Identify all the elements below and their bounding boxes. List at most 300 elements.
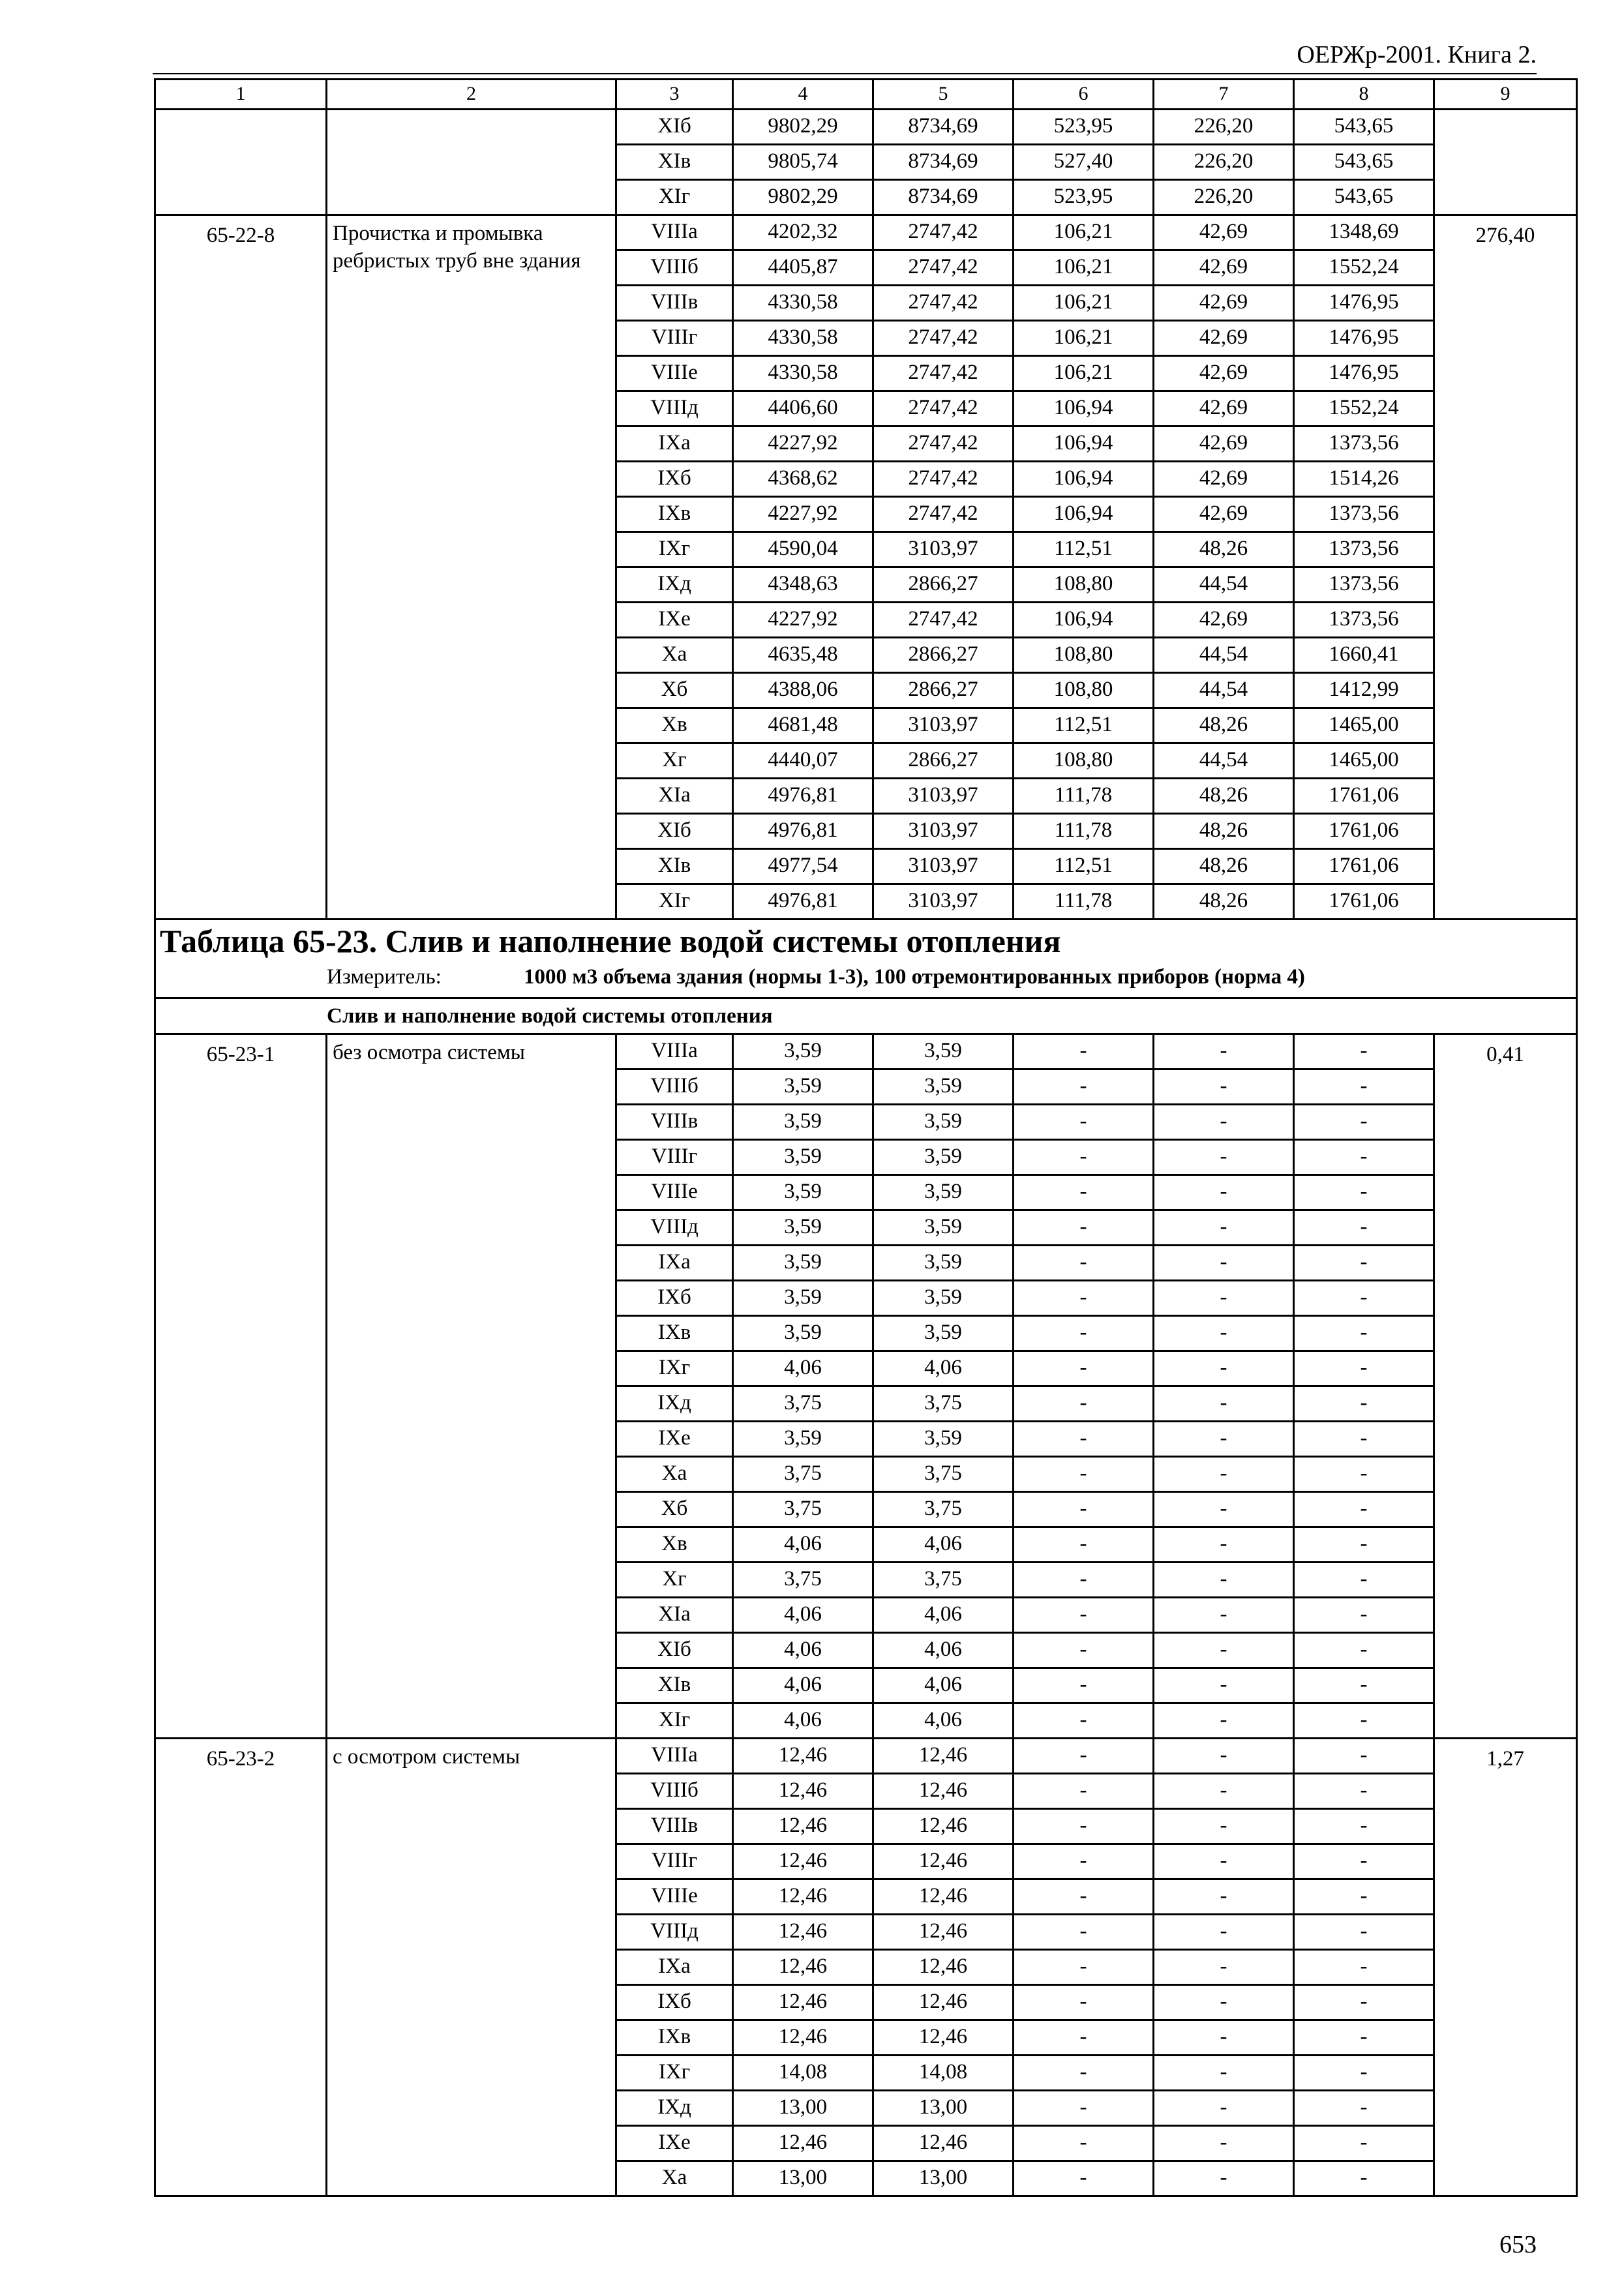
- total-cost-cell: 4,06: [733, 1703, 873, 1739]
- total-cost-cell: 12,46: [733, 1809, 873, 1844]
- machinist-wages-cell: 42,69: [1154, 356, 1294, 391]
- materials-cell: -: [1294, 1492, 1434, 1527]
- region-code-cell: VIIIг: [616, 321, 733, 356]
- total-cost-cell: 12,46: [733, 2020, 873, 2056]
- machines-cell: -: [1014, 1070, 1154, 1105]
- machines-cell: -: [1014, 1246, 1154, 1281]
- total-cost-cell: 12,46: [733, 1774, 873, 1809]
- wages-cell: 3,59: [873, 1034, 1014, 1070]
- machines-cell: 108,80: [1014, 743, 1154, 779]
- machinist-wages-cell: -: [1154, 2161, 1294, 2196]
- materials-cell: -: [1294, 1668, 1434, 1703]
- machinist-wages-cell: -: [1154, 1844, 1294, 1879]
- total-cost-cell: 4348,63: [733, 567, 873, 603]
- wages-cell: 3,59: [873, 1070, 1014, 1105]
- wages-cell: 4,06: [873, 1633, 1014, 1668]
- column-number: 6: [1014, 80, 1154, 110]
- total-cost-cell: 4330,58: [733, 356, 873, 391]
- materials-cell: -: [1294, 1915, 1434, 1950]
- machines-cell: -: [1014, 1386, 1154, 1422]
- machines-cell: -: [1014, 1316, 1154, 1351]
- materials-cell: -: [1294, 1281, 1434, 1316]
- table-row: [155, 110, 1577, 145]
- materials-cell: 543,65: [1294, 110, 1434, 145]
- total-cost-cell: 3,59: [733, 1070, 873, 1105]
- machinist-wages-cell: -: [1154, 1703, 1294, 1739]
- extra-value-cell: 1,27: [1434, 1739, 1577, 2196]
- norm-code-cell: 65-23-1: [155, 1034, 327, 1739]
- machinist-wages-cell: -: [1154, 1633, 1294, 1668]
- materials-cell: -: [1294, 1633, 1434, 1668]
- column-number: 9: [1434, 80, 1577, 110]
- machinist-wages-cell: 226,20: [1154, 110, 1294, 145]
- materials-cell: -: [1294, 1809, 1434, 1844]
- machines-cell: 106,21: [1014, 215, 1154, 250]
- machines-cell: 106,94: [1014, 462, 1154, 497]
- machines-cell: -: [1014, 2056, 1154, 2091]
- region-code-cell: XIг: [616, 1703, 733, 1739]
- total-cost-cell: 4976,81: [733, 779, 873, 814]
- total-cost-cell: 4440,07: [733, 743, 873, 779]
- machines-cell: 111,78: [1014, 814, 1154, 849]
- machinist-wages-cell: -: [1154, 1210, 1294, 1246]
- wages-cell: 3103,97: [873, 849, 1014, 884]
- total-cost-cell: 4330,58: [733, 286, 873, 321]
- total-cost-cell: 4,06: [733, 1668, 873, 1703]
- total-cost-cell: 3,59: [733, 1422, 873, 1457]
- materials-cell: 1552,24: [1294, 250, 1434, 286]
- machines-cell: -: [1014, 1950, 1154, 1985]
- machines-cell: -: [1014, 1351, 1154, 1386]
- materials-cell: 1476,95: [1294, 286, 1434, 321]
- region-code-cell: IXг: [616, 1351, 733, 1386]
- machines-cell: 112,51: [1014, 532, 1154, 567]
- materials-cell: 1761,06: [1294, 779, 1434, 814]
- wages-cell: 3,59: [873, 1140, 1014, 1175]
- machinist-wages-cell: -: [1154, 1246, 1294, 1281]
- materials-cell: 543,65: [1294, 145, 1434, 180]
- machines-cell: 106,94: [1014, 426, 1154, 462]
- region-code-cell: VIIIе: [616, 1175, 733, 1210]
- norm-name-cell: без осмотра системы: [327, 1034, 616, 1739]
- region-code-cell: IXе: [616, 1422, 733, 1457]
- machines-cell: 111,78: [1014, 884, 1154, 920]
- machinist-wages-cell: -: [1154, 1739, 1294, 1774]
- region-code-cell: XIг: [616, 180, 733, 215]
- machinist-wages-cell: -: [1154, 1457, 1294, 1492]
- total-cost-cell: 4590,04: [733, 532, 873, 567]
- machinist-wages-cell: 48,26: [1154, 884, 1294, 920]
- total-cost-cell: 4976,81: [733, 884, 873, 920]
- machinist-wages-cell: -: [1154, 2020, 1294, 2056]
- region-code-cell: VIIIб: [616, 1774, 733, 1809]
- materials-cell: -: [1294, 2126, 1434, 2161]
- machinist-wages-cell: 42,69: [1154, 215, 1294, 250]
- wages-cell: 2866,27: [873, 743, 1014, 779]
- machinist-wages-cell: -: [1154, 1668, 1294, 1703]
- materials-cell: -: [1294, 1703, 1434, 1739]
- region-code-cell: XIб: [616, 814, 733, 849]
- wages-cell: 4,06: [873, 1527, 1014, 1563]
- total-cost-cell: 4227,92: [733, 426, 873, 462]
- wages-cell: 12,46: [873, 1950, 1014, 1985]
- materials-cell: -: [1294, 1175, 1434, 1210]
- total-cost-cell: 4,06: [733, 1598, 873, 1633]
- wages-cell: 2866,27: [873, 673, 1014, 708]
- region-code-cell: IXд: [616, 2091, 733, 2126]
- machines-cell: -: [1014, 1879, 1154, 1915]
- wages-cell: 2866,27: [873, 638, 1014, 673]
- wages-cell: 3103,97: [873, 884, 1014, 920]
- column-number: 4: [733, 80, 873, 110]
- total-cost-cell: 4976,81: [733, 814, 873, 849]
- total-cost-cell: 3,75: [733, 1563, 873, 1598]
- norm-code-cell: [155, 110, 327, 215]
- wages-cell: 3,75: [873, 1457, 1014, 1492]
- machines-cell: 112,51: [1014, 708, 1154, 743]
- total-cost-cell: 3,59: [733, 1175, 873, 1210]
- region-code-cell: Xв: [616, 708, 733, 743]
- materials-cell: 1373,56: [1294, 532, 1434, 567]
- materials-cell: 1761,06: [1294, 849, 1434, 884]
- machines-cell: -: [1014, 1527, 1154, 1563]
- machinist-wages-cell: 48,26: [1154, 814, 1294, 849]
- machines-cell: 106,94: [1014, 391, 1154, 426]
- machinist-wages-cell: -: [1154, 1598, 1294, 1633]
- region-code-cell: Xг: [616, 1563, 733, 1598]
- materials-cell: -: [1294, 1140, 1434, 1175]
- machinist-wages-cell: 226,20: [1154, 145, 1294, 180]
- wages-cell: 3,75: [873, 1492, 1014, 1527]
- region-code-cell: IXб: [616, 462, 733, 497]
- page-header: ОЕРЖр-2001. Книга 2.: [1297, 41, 1537, 68]
- wages-cell: 3,59: [873, 1246, 1014, 1281]
- region-code-cell: IXд: [616, 1386, 733, 1422]
- machinist-wages-cell: -: [1154, 1281, 1294, 1316]
- machinist-wages-cell: 48,26: [1154, 532, 1294, 567]
- materials-cell: -: [1294, 1950, 1434, 1985]
- materials-cell: -: [1294, 1105, 1434, 1140]
- materials-cell: -: [1294, 1034, 1434, 1070]
- machines-cell: -: [1014, 1563, 1154, 1598]
- wages-cell: 3,59: [873, 1175, 1014, 1210]
- machinist-wages-cell: 42,69: [1154, 426, 1294, 462]
- region-code-cell: VIIIг: [616, 1844, 733, 1879]
- region-code-cell: IXг: [616, 532, 733, 567]
- meter-value: 1000 м3 объема здания (нормы 1-3), 100 отремонтированных приборов (норма 4): [524, 965, 1305, 989]
- machinist-wages-cell: 42,69: [1154, 250, 1294, 286]
- table-title: Таблица 65-23. Слив и наполнение водой системы отопления: [160, 923, 1061, 959]
- total-cost-cell: 3,59: [733, 1105, 873, 1140]
- machines-cell: 111,78: [1014, 779, 1154, 814]
- header-rule: [153, 73, 1537, 74]
- materials-cell: 1465,00: [1294, 708, 1434, 743]
- region-code-cell: VIIIв: [616, 286, 733, 321]
- total-cost-cell: 14,08: [733, 2056, 873, 2091]
- materials-cell: -: [1294, 1246, 1434, 1281]
- machines-cell: -: [1014, 1598, 1154, 1633]
- materials-cell: 1476,95: [1294, 356, 1434, 391]
- region-code-cell: XIа: [616, 779, 733, 814]
- machines-cell: 106,94: [1014, 497, 1154, 532]
- table-row: [155, 1034, 1577, 1070]
- machines-cell: 108,80: [1014, 567, 1154, 603]
- machines-cell: -: [1014, 1105, 1154, 1140]
- machinist-wages-cell: -: [1154, 1985, 1294, 2020]
- machinist-wages-cell: -: [1154, 1809, 1294, 1844]
- machines-cell: -: [1014, 2091, 1154, 2126]
- column-number: 7: [1154, 80, 1294, 110]
- wages-cell: 12,46: [873, 1985, 1014, 2020]
- materials-cell: 1373,56: [1294, 567, 1434, 603]
- wages-cell: 12,46: [873, 1844, 1014, 1879]
- machines-cell: -: [1014, 1915, 1154, 1950]
- machinist-wages-cell: -: [1154, 1105, 1294, 1140]
- total-cost-cell: 9802,29: [733, 180, 873, 215]
- materials-cell: -: [1294, 2056, 1434, 2091]
- region-code-cell: XIв: [616, 849, 733, 884]
- wages-cell: 3,75: [873, 1563, 1014, 1598]
- materials-cell: -: [1294, 1879, 1434, 1915]
- machines-cell: -: [1014, 1668, 1154, 1703]
- wages-cell: 3,59: [873, 1210, 1014, 1246]
- region-code-cell: IXа: [616, 1246, 733, 1281]
- materials-cell: -: [1294, 1774, 1434, 1809]
- machinist-wages-cell: -: [1154, 1070, 1294, 1105]
- machinist-wages-cell: -: [1154, 2126, 1294, 2161]
- wages-cell: 2747,42: [873, 286, 1014, 321]
- wages-cell: 2747,42: [873, 462, 1014, 497]
- region-code-cell: XIб: [616, 110, 733, 145]
- machinist-wages-cell: 44,54: [1154, 673, 1294, 708]
- wages-cell: 3103,97: [873, 532, 1014, 567]
- wages-cell: 4,06: [873, 1598, 1014, 1633]
- section-cell: [155, 998, 1577, 1034]
- machinist-wages-cell: -: [1154, 1563, 1294, 1598]
- wages-cell: 2747,42: [873, 426, 1014, 462]
- machinist-wages-cell: -: [1154, 1422, 1294, 1457]
- norm-name-cell: Прочистка и промывка ребристых труб вне здания: [327, 215, 616, 920]
- machines-cell: 106,21: [1014, 321, 1154, 356]
- materials-cell: 1476,95: [1294, 321, 1434, 356]
- materials-cell: 1373,56: [1294, 603, 1434, 638]
- region-code-cell: VIIIе: [616, 356, 733, 391]
- machinist-wages-cell: 42,69: [1154, 321, 1294, 356]
- materials-cell: -: [1294, 1316, 1434, 1351]
- machinist-wages-cell: 48,26: [1154, 708, 1294, 743]
- total-cost-cell: 4202,32: [733, 215, 873, 250]
- wages-cell: 2747,42: [873, 391, 1014, 426]
- total-cost-cell: 3,75: [733, 1386, 873, 1422]
- machines-cell: -: [1014, 1175, 1154, 1210]
- wages-cell: 2747,42: [873, 250, 1014, 286]
- machinist-wages-cell: -: [1154, 1915, 1294, 1950]
- materials-cell: 1373,56: [1294, 426, 1434, 462]
- region-code-cell: XIв: [616, 145, 733, 180]
- machinist-wages-cell: 42,69: [1154, 462, 1294, 497]
- wages-cell: 12,46: [873, 1739, 1014, 1774]
- region-code-cell: VIIIд: [616, 391, 733, 426]
- total-cost-cell: 4368,62: [733, 462, 873, 497]
- machinist-wages-cell: -: [1154, 2056, 1294, 2091]
- machines-cell: -: [1014, 1210, 1154, 1246]
- machines-cell: -: [1014, 1281, 1154, 1316]
- norm-name-cell: [327, 110, 616, 215]
- materials-cell: -: [1294, 1739, 1434, 1774]
- region-code-cell: VIIIб: [616, 1070, 733, 1105]
- machines-cell: -: [1014, 1422, 1154, 1457]
- machinist-wages-cell: 42,69: [1154, 603, 1294, 638]
- machinist-wages-cell: -: [1154, 1140, 1294, 1175]
- materials-cell: -: [1294, 1070, 1434, 1105]
- wages-cell: 2747,42: [873, 215, 1014, 250]
- machinist-wages-cell: 48,26: [1154, 849, 1294, 884]
- materials-cell: 1761,06: [1294, 884, 1434, 920]
- region-code-cell: Xа: [616, 2161, 733, 2196]
- wages-cell: 2747,42: [873, 497, 1014, 532]
- extra-value-cell: 0,41: [1434, 1034, 1577, 1739]
- machines-cell: -: [1014, 1844, 1154, 1879]
- total-cost-cell: 12,46: [733, 1879, 873, 1915]
- total-cost-cell: 4,06: [733, 1527, 873, 1563]
- table-row: [155, 1739, 1577, 1774]
- wages-cell: 2747,42: [873, 603, 1014, 638]
- wages-cell: 3,59: [873, 1422, 1014, 1457]
- wages-cell: 8734,69: [873, 145, 1014, 180]
- machines-cell: 106,21: [1014, 250, 1154, 286]
- region-code-cell: IXв: [616, 2020, 733, 2056]
- machines-cell: -: [1014, 1809, 1154, 1844]
- machinist-wages-cell: 44,54: [1154, 567, 1294, 603]
- region-code-cell: XIа: [616, 1598, 733, 1633]
- wages-cell: 12,46: [873, 1879, 1014, 1915]
- column-numbers-row: [155, 80, 1577, 110]
- region-code-cell: IXв: [616, 497, 733, 532]
- total-cost-cell: 4,06: [733, 1351, 873, 1386]
- table-title-row: [155, 920, 1577, 998]
- wages-cell: 3103,97: [873, 779, 1014, 814]
- region-code-cell: IXа: [616, 426, 733, 462]
- region-code-cell: VIIIг: [616, 1140, 733, 1175]
- materials-cell: -: [1294, 1598, 1434, 1633]
- meter-label: Измеритель:: [327, 965, 442, 989]
- materials-cell: -: [1294, 1457, 1434, 1492]
- total-cost-cell: 3,59: [733, 1281, 873, 1316]
- wages-cell: 4,06: [873, 1668, 1014, 1703]
- region-code-cell: Xб: [616, 1492, 733, 1527]
- machinist-wages-cell: -: [1154, 2091, 1294, 2126]
- region-code-cell: VIIIа: [616, 1739, 733, 1774]
- machinist-wages-cell: 226,20: [1154, 180, 1294, 215]
- wages-cell: 2866,27: [873, 567, 1014, 603]
- region-code-cell: XIг: [616, 884, 733, 920]
- extra-value-cell: 276,40: [1434, 215, 1577, 920]
- region-code-cell: IXб: [616, 1281, 733, 1316]
- total-cost-cell: 4406,60: [733, 391, 873, 426]
- region-code-cell: VIIIд: [616, 1210, 733, 1246]
- region-code-cell: Xв: [616, 1527, 733, 1563]
- wages-cell: 3,59: [873, 1281, 1014, 1316]
- region-code-cell: IXа: [616, 1950, 733, 1985]
- region-code-cell: IXе: [616, 2126, 733, 2161]
- total-cost-cell: 4977,54: [733, 849, 873, 884]
- materials-cell: -: [1294, 2091, 1434, 2126]
- total-cost-cell: 3,59: [733, 1246, 873, 1281]
- total-cost-cell: 3,59: [733, 1210, 873, 1246]
- machines-cell: 527,40: [1014, 145, 1154, 180]
- region-code-cell: VIIIа: [616, 215, 733, 250]
- total-cost-cell: 3,59: [733, 1316, 873, 1351]
- wages-cell: 8734,69: [873, 180, 1014, 215]
- materials-cell: -: [1294, 1422, 1434, 1457]
- table-row: [155, 215, 1577, 250]
- wages-cell: 14,08: [873, 2056, 1014, 2091]
- machinist-wages-cell: -: [1154, 1351, 1294, 1386]
- machines-cell: -: [1014, 1774, 1154, 1809]
- wages-cell: 3,59: [873, 1105, 1014, 1140]
- wages-cell: 12,46: [873, 2020, 1014, 2056]
- machinist-wages-cell: 42,69: [1154, 497, 1294, 532]
- region-code-cell: VIIIб: [616, 250, 733, 286]
- wages-cell: 2747,42: [873, 356, 1014, 391]
- total-cost-cell: 12,46: [733, 2126, 873, 2161]
- machines-cell: 112,51: [1014, 849, 1154, 884]
- total-cost-cell: 9802,29: [733, 110, 873, 145]
- total-cost-cell: 13,00: [733, 2091, 873, 2126]
- machines-cell: -: [1014, 1457, 1154, 1492]
- machinist-wages-cell: 44,54: [1154, 743, 1294, 779]
- section-title: Слив и наполнение водой системы отопления: [327, 1004, 773, 1028]
- section-row: [155, 998, 1577, 1034]
- machinist-wages-cell: -: [1154, 1175, 1294, 1210]
- column-number: 3: [616, 80, 733, 110]
- machinist-wages-cell: 42,69: [1154, 286, 1294, 321]
- materials-cell: -: [1294, 1351, 1434, 1386]
- machinist-wages-cell: 42,69: [1154, 391, 1294, 426]
- machines-cell: 108,80: [1014, 638, 1154, 673]
- total-cost-cell: 4,06: [733, 1633, 873, 1668]
- region-code-cell: IXв: [616, 1316, 733, 1351]
- total-cost-cell: 4405,87: [733, 250, 873, 286]
- column-number: 5: [873, 80, 1014, 110]
- machines-cell: -: [1014, 1703, 1154, 1739]
- total-cost-cell: 4635,48: [733, 638, 873, 673]
- machinist-wages-cell: 44,54: [1154, 638, 1294, 673]
- machinist-wages-cell: -: [1154, 1527, 1294, 1563]
- materials-cell: 1348,69: [1294, 215, 1434, 250]
- wages-cell: 13,00: [873, 2091, 1014, 2126]
- machines-cell: -: [1014, 1492, 1154, 1527]
- machinist-wages-cell: 48,26: [1154, 779, 1294, 814]
- total-cost-cell: 4227,92: [733, 497, 873, 532]
- meter-line: [156, 962, 1576, 992]
- wages-cell: 12,46: [873, 2126, 1014, 2161]
- materials-cell: 1412,99: [1294, 673, 1434, 708]
- machines-cell: -: [1014, 2126, 1154, 2161]
- total-cost-cell: 3,59: [733, 1034, 873, 1070]
- region-code-cell: VIIIв: [616, 1809, 733, 1844]
- materials-cell: -: [1294, 2020, 1434, 2056]
- region-code-cell: Xг: [616, 743, 733, 779]
- materials-cell: -: [1294, 2161, 1434, 2196]
- total-cost-cell: 3,59: [733, 1140, 873, 1175]
- materials-cell: 1552,24: [1294, 391, 1434, 426]
- wages-cell: 12,46: [873, 1774, 1014, 1809]
- wages-cell: 3103,97: [873, 814, 1014, 849]
- table-title-cell: [155, 920, 1577, 998]
- total-cost-cell: 12,46: [733, 1739, 873, 1774]
- total-cost-cell: 12,46: [733, 1915, 873, 1950]
